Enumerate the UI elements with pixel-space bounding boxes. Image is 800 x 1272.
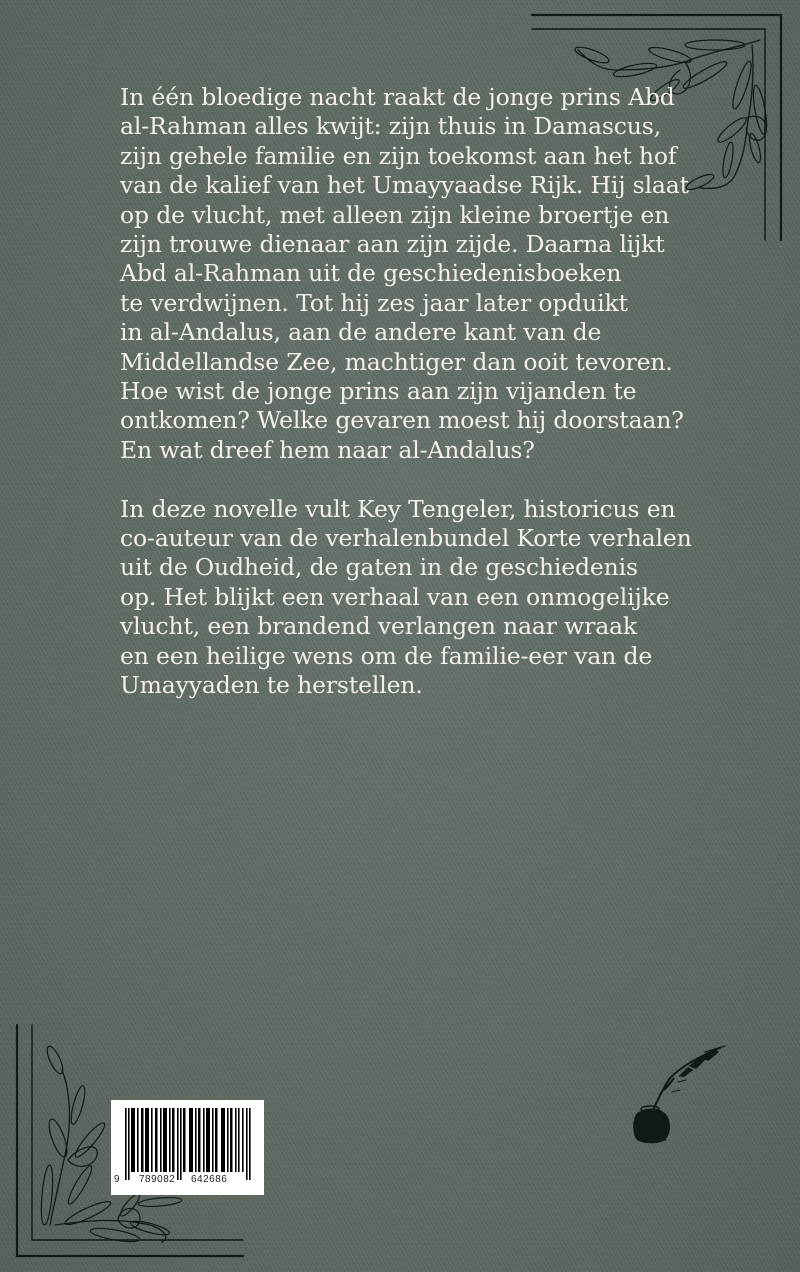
blurb-line: Abd al-Rahman uit de geschiedenisboeken [120, 259, 622, 288]
blurb-line: In deze novelle vult Key Tengeler, historicus en [120, 494, 676, 523]
blurb-line: Hoe wist de jonge prins aan zijn vijanden te [120, 377, 637, 406]
blurb-line: co-auteur van de verhalenbundel Korte verhalen [120, 524, 692, 553]
blurb-line: en een heilige wens om de familie-eer van de [120, 641, 653, 670]
blurb-line: op. Het blijkt een verhaal van een onmogelijke [120, 582, 670, 611]
blurb-paragraph-1 [120, 83, 760, 465]
blurb-line: Umayyaden te herstellen. [120, 671, 423, 700]
barcode-digits-right: 642686 [191, 1174, 228, 1185]
blurb-line: al-Rahman alles kwijt: zijn thuis in Damascus, [120, 112, 662, 141]
blurb-line: zijn gehele familie en zijn toekomst aan het hof [120, 141, 677, 170]
barcode-digits-left: 789082 [139, 1174, 176, 1185]
blurb-line: op de vlucht, met alleen zijn kleine broertje en [120, 200, 670, 229]
blurb-line: zijn trouwe dienaar aan zijn zijde. Daarna lijkt [120, 230, 665, 259]
blurb-line: in al-Andalus, aan de andere kant van de [120, 318, 602, 347]
blurb-paragraph-2 [120, 495, 760, 701]
blurb-line: ontkomen? Welke gevaren moest hij doorstaan? [120, 406, 684, 435]
barcode-bars-icon [111, 1100, 264, 1195]
blurb-line: te verdwijnen. Tot hij zes jaar later opduikt [120, 288, 628, 317]
blurb-line: van de kalief van het Umayyaadse Rijk. Hij slaat [120, 171, 689, 200]
blurb-line: In één bloedige nacht raakt de jonge prins Abd [120, 83, 675, 111]
back-cover-blurb [120, 83, 760, 701]
blurb-line: En wat dreef hem naar al-Andalus? [120, 435, 535, 464]
blurb-line: uit de Oudheid, de gaten in de geschiedenis [120, 553, 638, 582]
quill-inkwell-icon [620, 1040, 750, 1160]
blurb-line: Middellandse Zee, machtiger dan ooit tevoren. [120, 347, 673, 376]
barcode-digit-first: 9 [114, 1174, 121, 1185]
blurb-line: vlucht, een brandend verlangen naar wraak [120, 612, 638, 641]
isbn-barcode [111, 1100, 264, 1195]
